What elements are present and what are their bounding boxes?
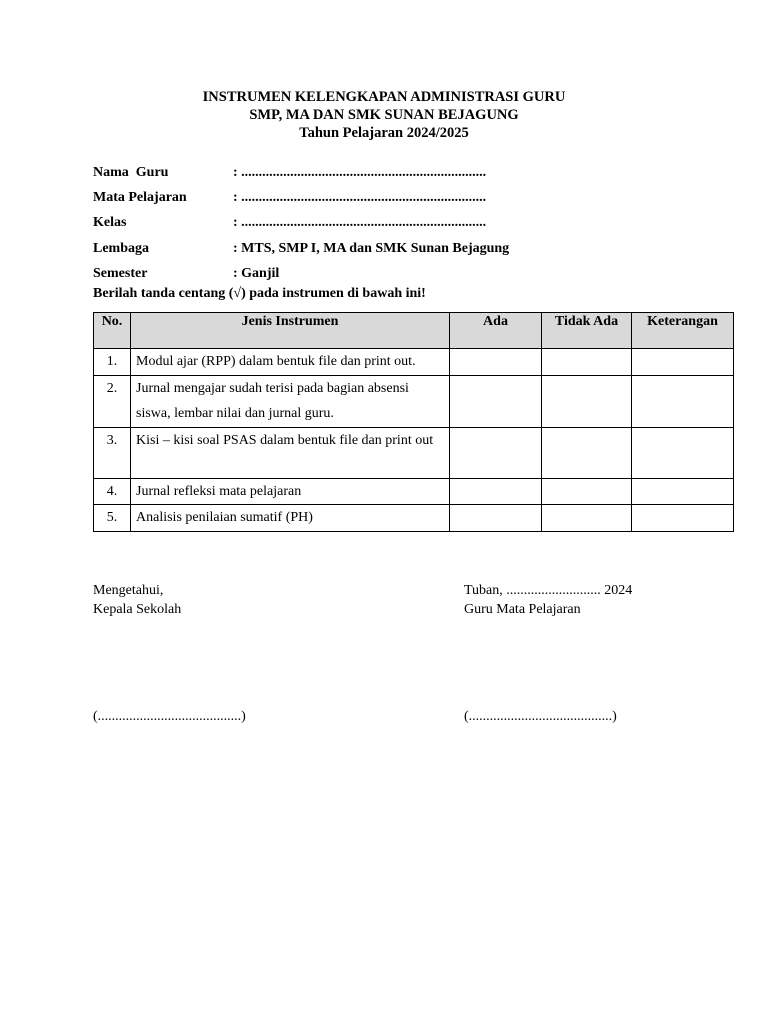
- table-row: [94, 478, 734, 505]
- title-line-1: INSTRUMEN KELENGKAPAN ADMINISTRASI GURU: [202, 89, 566, 105]
- row-jenis: Kisi – kisi soal PSAS dalam bentuk file dan print out: [131, 427, 450, 478]
- header-no: No.: [94, 313, 131, 349]
- signature-left-line1: Mengetahui,: [93, 583, 164, 598]
- table-row: [94, 349, 734, 376]
- signature-right-place-date: Tuban, ........................... 2024: [464, 583, 633, 598]
- title-line-3: Tahun Pelajaran 2024/2025: [299, 125, 469, 141]
- row-number: 2.: [94, 375, 131, 427]
- field-value: : ......................................................................: [233, 189, 487, 205]
- cell-ada[interactable]: [450, 375, 542, 427]
- field-value: : MTS, SMP I, MA dan SMK Sunan Bejagung: [233, 240, 510, 256]
- cell-keterangan[interactable]: [632, 375, 734, 427]
- table-header-row: [94, 313, 734, 349]
- header-tidak-ada: Tidak Ada: [542, 313, 632, 349]
- signature-left-role: Kepala Sekolah: [93, 601, 182, 617]
- identity-fields: [93, 160, 733, 286]
- document-title: [0, 88, 768, 142]
- title-line-2: SMP, MA DAN SMK SUNAN BEJAGUNG: [249, 107, 519, 123]
- cell-tidak-ada[interactable]: [542, 427, 632, 478]
- cell-tidak-ada[interactable]: [542, 478, 632, 505]
- table-row: [94, 375, 734, 427]
- field-kelas: [93, 211, 733, 236]
- field-value: : ......................................................................: [233, 215, 487, 231]
- field-semester: [93, 261, 733, 286]
- row-number: 1.: [94, 349, 131, 376]
- cell-ada[interactable]: [450, 478, 542, 505]
- header-keterangan: Keterangan: [632, 313, 734, 349]
- table-row: [94, 427, 734, 478]
- cell-tidak-ada[interactable]: [542, 505, 632, 532]
- row-number: 3.: [94, 427, 131, 478]
- instruction-text: Berilah tanda centang (√) pada instrumen di bawah ini!: [93, 286, 426, 301]
- row-jenis: Analisis penilaian sumatif (PH): [131, 505, 450, 532]
- row-number: 4.: [94, 478, 131, 505]
- cell-ada[interactable]: [450, 427, 542, 478]
- cell-ada[interactable]: [450, 505, 542, 532]
- header-jenis-instrumen: Jenis Instrumen: [131, 313, 450, 349]
- row-jenis: Jurnal mengajar sudah terisi pada bagian absensi siswa, lembar nilai dan jurnal guru.: [131, 375, 450, 427]
- field-value: : ......................................................................: [233, 164, 487, 180]
- cell-tidak-ada[interactable]: [542, 375, 632, 427]
- cell-keterangan[interactable]: [632, 478, 734, 505]
- field-label: Mata Pelajaran: [93, 189, 187, 205]
- cell-ada[interactable]: [450, 349, 542, 376]
- signature-name-left: (.........................................): [93, 709, 246, 724]
- cell-tidak-ada[interactable]: [542, 349, 632, 376]
- field-label: Lembaga: [93, 240, 149, 256]
- signature-block-right: [464, 582, 632, 619]
- field-label: Nama Guru: [93, 164, 169, 180]
- signature-right-role: Guru Mata Pelajaran: [464, 601, 581, 617]
- cell-keterangan[interactable]: [632, 505, 734, 532]
- field-value: : Ganjil: [233, 265, 280, 281]
- row-jenis: Jurnal refleksi mata pelajaran: [131, 478, 450, 505]
- field-lembaga: [93, 236, 733, 261]
- cell-keterangan[interactable]: [632, 349, 734, 376]
- instrument-table: [93, 312, 734, 532]
- row-number: 5.: [94, 505, 131, 532]
- row-jenis: Modul ajar (RPP) dalam bentuk file dan print out.: [131, 349, 450, 376]
- field-label: Kelas: [93, 215, 127, 231]
- header-ada: Ada: [450, 313, 542, 349]
- field-mata-pelajaran: [93, 185, 733, 210]
- field-label: Semester: [93, 265, 148, 281]
- signature-name-right: (.........................................): [464, 709, 617, 724]
- cell-keterangan[interactable]: [632, 427, 734, 478]
- table-row: [94, 505, 734, 532]
- field-nama-guru: [93, 160, 733, 185]
- signature-block-left: [93, 582, 181, 619]
